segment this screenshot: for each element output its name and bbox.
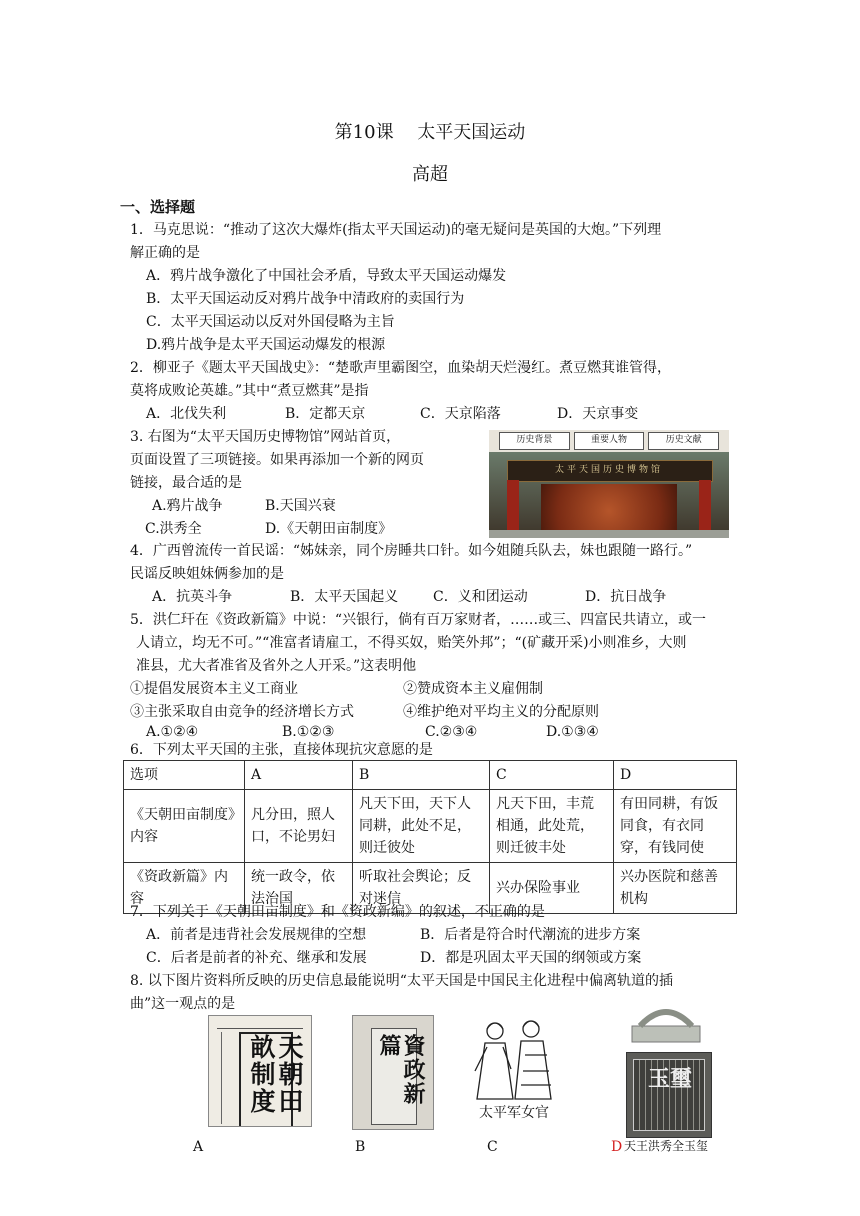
author-name: 高超 bbox=[412, 164, 448, 185]
image-b-title-text: 資政新篇 bbox=[376, 1034, 426, 1106]
q3-option-a: A.鸦片战争 bbox=[152, 498, 223, 514]
image-d-caption: 天王洪秀全玉玺 bbox=[624, 1139, 709, 1153]
q2-stem-line2: 莫将成败论英雄。”其中“煮豆燃萁”是指 bbox=[130, 383, 369, 399]
q8-stem-line1: 8. 以下图片资料所反映的历史信息最能说明“太平天国是中国民主化进程中偏离轨道的插 bbox=[130, 973, 673, 989]
q3-option-b: B.天国兴衰 bbox=[265, 498, 336, 514]
q6-stem: 6．下列太平天国的主张，直接体现抗灾意愿的是 bbox=[130, 742, 433, 758]
table-cell: 听取社会舆论；反对迷信 bbox=[353, 863, 490, 914]
table-cell: 凡天下田，天下人同耕，此处不足，则迁彼处 bbox=[353, 790, 490, 863]
q4-stem-line2: 民谣反映姐妹俩参加的是 bbox=[130, 566, 284, 582]
q5-stem-line1: 5．洪仁玕在《资政新篇》中说：“兴银行，倘有百万家财者，……或三、四富民共请立，或一 bbox=[130, 612, 707, 628]
q7-option-c: C．后者是前者的补充、继承和发展 bbox=[146, 950, 367, 966]
image-d-seal-text: 玉璽 bbox=[647, 1066, 692, 1092]
table-row-label: 《天朝田亩制度》内容 bbox=[124, 790, 245, 863]
page-title: 第10课 太平天国运动 bbox=[334, 122, 526, 143]
q2-stem-line1: 2．柳亚子《题太平天国战史》：“楚歌声里霸图空，血染胡天烂漫红。煮豆燃萁谁管得， bbox=[130, 360, 672, 376]
q8-stem-line2: 曲”这一观点的是 bbox=[130, 996, 236, 1012]
q5-option-d: D.①③④ bbox=[546, 724, 599, 740]
q1-option-c: C．太平天国运动以反对外国侵略为主旨 bbox=[146, 314, 395, 330]
image-c-caption: 太平军女官 bbox=[479, 1105, 549, 1121]
q4-option-a: A．抗英斗争 bbox=[152, 589, 233, 605]
q1-option-b: B．太平天国运动反对鸦片战争中清政府的卖国行为 bbox=[146, 291, 465, 307]
q6-table bbox=[123, 760, 737, 914]
table-cell: 兴办保险事业 bbox=[490, 863, 614, 914]
nav-link-historical-documents[interactable]: 历史文献 bbox=[648, 432, 719, 450]
q3-stem-line1: 3. 右图为“太平天国历史博物馆”网站首页， bbox=[130, 429, 401, 445]
q5-option-b: B.①②③ bbox=[282, 724, 335, 740]
section-heading: 一、选择题 bbox=[120, 198, 196, 216]
table-header-cell: 选项 bbox=[124, 761, 245, 790]
q2-option-a: A．北伐失利 bbox=[146, 406, 227, 422]
q3-stem-line2: 页面设置了三项链接。如果再添加一个新的网页 bbox=[130, 452, 424, 468]
q7-stem: 7．下列关于《天朝田亩制度》和《资政新编》的叙述，不正确的是 bbox=[130, 904, 545, 920]
q5-statement-4: ④维护绝对平均主义的分配原则 bbox=[403, 704, 599, 720]
q1-option-d: D.鸦片战争是太平天国运动爆发的根源 bbox=[146, 337, 386, 353]
q5-statement-2: ②赞成资本主义雇佣制 bbox=[403, 681, 543, 697]
table-cell: 凡天下田，丰荒相通，此处荒，则迁彼丰处 bbox=[490, 790, 614, 863]
image-c-women-officials bbox=[467, 1015, 559, 1102]
table-header-cell: A bbox=[245, 761, 353, 790]
q5-stem-line2: 人请立，均无不可。”“准富者请雇工，不得买奴，贻笑外邦”；“(矿藏开采)小则准乡，大则 bbox=[136, 635, 687, 651]
nav-link-key-figures[interactable]: 重要人物 bbox=[574, 432, 645, 450]
q2-option-d: D．天京事变 bbox=[557, 406, 639, 422]
q2-option-c: C．天京陷落 bbox=[420, 406, 501, 422]
q1-stem-line2: 解正确的是 bbox=[130, 245, 200, 261]
q5-option-c: C.②③④ bbox=[425, 724, 478, 740]
table-cell: 统一政令，依法治国 bbox=[245, 863, 353, 914]
q5-statement-1: ①提倡发展资本主义工商业 bbox=[130, 681, 298, 697]
q3-stem-line3: 链接，最合适的是 bbox=[130, 475, 242, 491]
q3-option-d: D.《天朝田亩制度》 bbox=[265, 521, 393, 537]
q7-option-d: D．都是巩固太平天国的纲领或方案 bbox=[420, 950, 642, 966]
q5-stem-line3: 准县，尤大者准省及省外之人开采。”这表明他 bbox=[136, 658, 417, 674]
image-d-seal-photo bbox=[624, 1000, 708, 1050]
table-header-cell: B bbox=[353, 761, 490, 790]
museum-sign-text: 太平天国历史博物馆 bbox=[554, 465, 663, 475]
nav-link-history-background[interactable]: 历史背景 bbox=[499, 432, 570, 450]
q7-option-a: A．前者是违背社会发展规律的空想 bbox=[146, 927, 367, 943]
image-label-d: D bbox=[611, 1139, 623, 1155]
table-header-row bbox=[124, 761, 737, 790]
table-cell: 有田同耕，有饭同食，有衣同穿，有钱同使 bbox=[614, 790, 737, 863]
museum-gate-photo bbox=[489, 452, 729, 538]
image-label-b: B bbox=[355, 1139, 366, 1155]
table-row-label: 《资政新篇》内容 bbox=[124, 863, 245, 914]
q2-option-b: B．定都天京 bbox=[285, 406, 366, 422]
table-row bbox=[124, 790, 737, 863]
table-header-cell: C bbox=[490, 761, 614, 790]
q1-option-a: A．鸦片战争激化了中国社会矛盾，导致太平天国运动爆发 bbox=[146, 268, 507, 284]
image-b-document-cover bbox=[352, 1015, 434, 1130]
table-cell: 凡分田，照人口，不论男妇 bbox=[245, 790, 353, 863]
q4-option-d: D．抗日战争 bbox=[585, 589, 667, 605]
q3-option-c: C.洪秀全 bbox=[145, 521, 202, 537]
q4-option-c: C．义和团运动 bbox=[433, 589, 528, 605]
q5-option-a: A.①②④ bbox=[146, 724, 199, 740]
image-a-title-text: 天朝田畝制度 bbox=[247, 1034, 304, 1115]
table-cell: 兴办医院和慈善机构 bbox=[614, 863, 737, 914]
q4-stem-line1: 4．广西曾流传一首民谣：“姊妹亲，同个房睡共口针。如今姐随兵队去，妹也跟随一路行。” bbox=[130, 543, 693, 559]
image-d-seal-impression bbox=[626, 1052, 712, 1138]
q5-statement-3: ③主张采取自由竞争的经济增长方式 bbox=[130, 704, 354, 720]
q1-stem-line1: 1．马克思说：“推动了这次大爆炸(指太平天国运动)的毫无疑问是英国的大炮。”下列理 bbox=[130, 222, 662, 238]
image-label-a: A bbox=[193, 1139, 204, 1155]
image-label-c: C bbox=[487, 1139, 498, 1155]
image-a-document-cover bbox=[208, 1015, 312, 1127]
table-header-cell: D bbox=[614, 761, 737, 790]
q7-option-b: B．后者是符合时代潮流的进步方案 bbox=[420, 927, 641, 943]
q4-option-b: B．太平天国起义 bbox=[290, 589, 399, 605]
museum-website-navbar bbox=[489, 430, 729, 452]
